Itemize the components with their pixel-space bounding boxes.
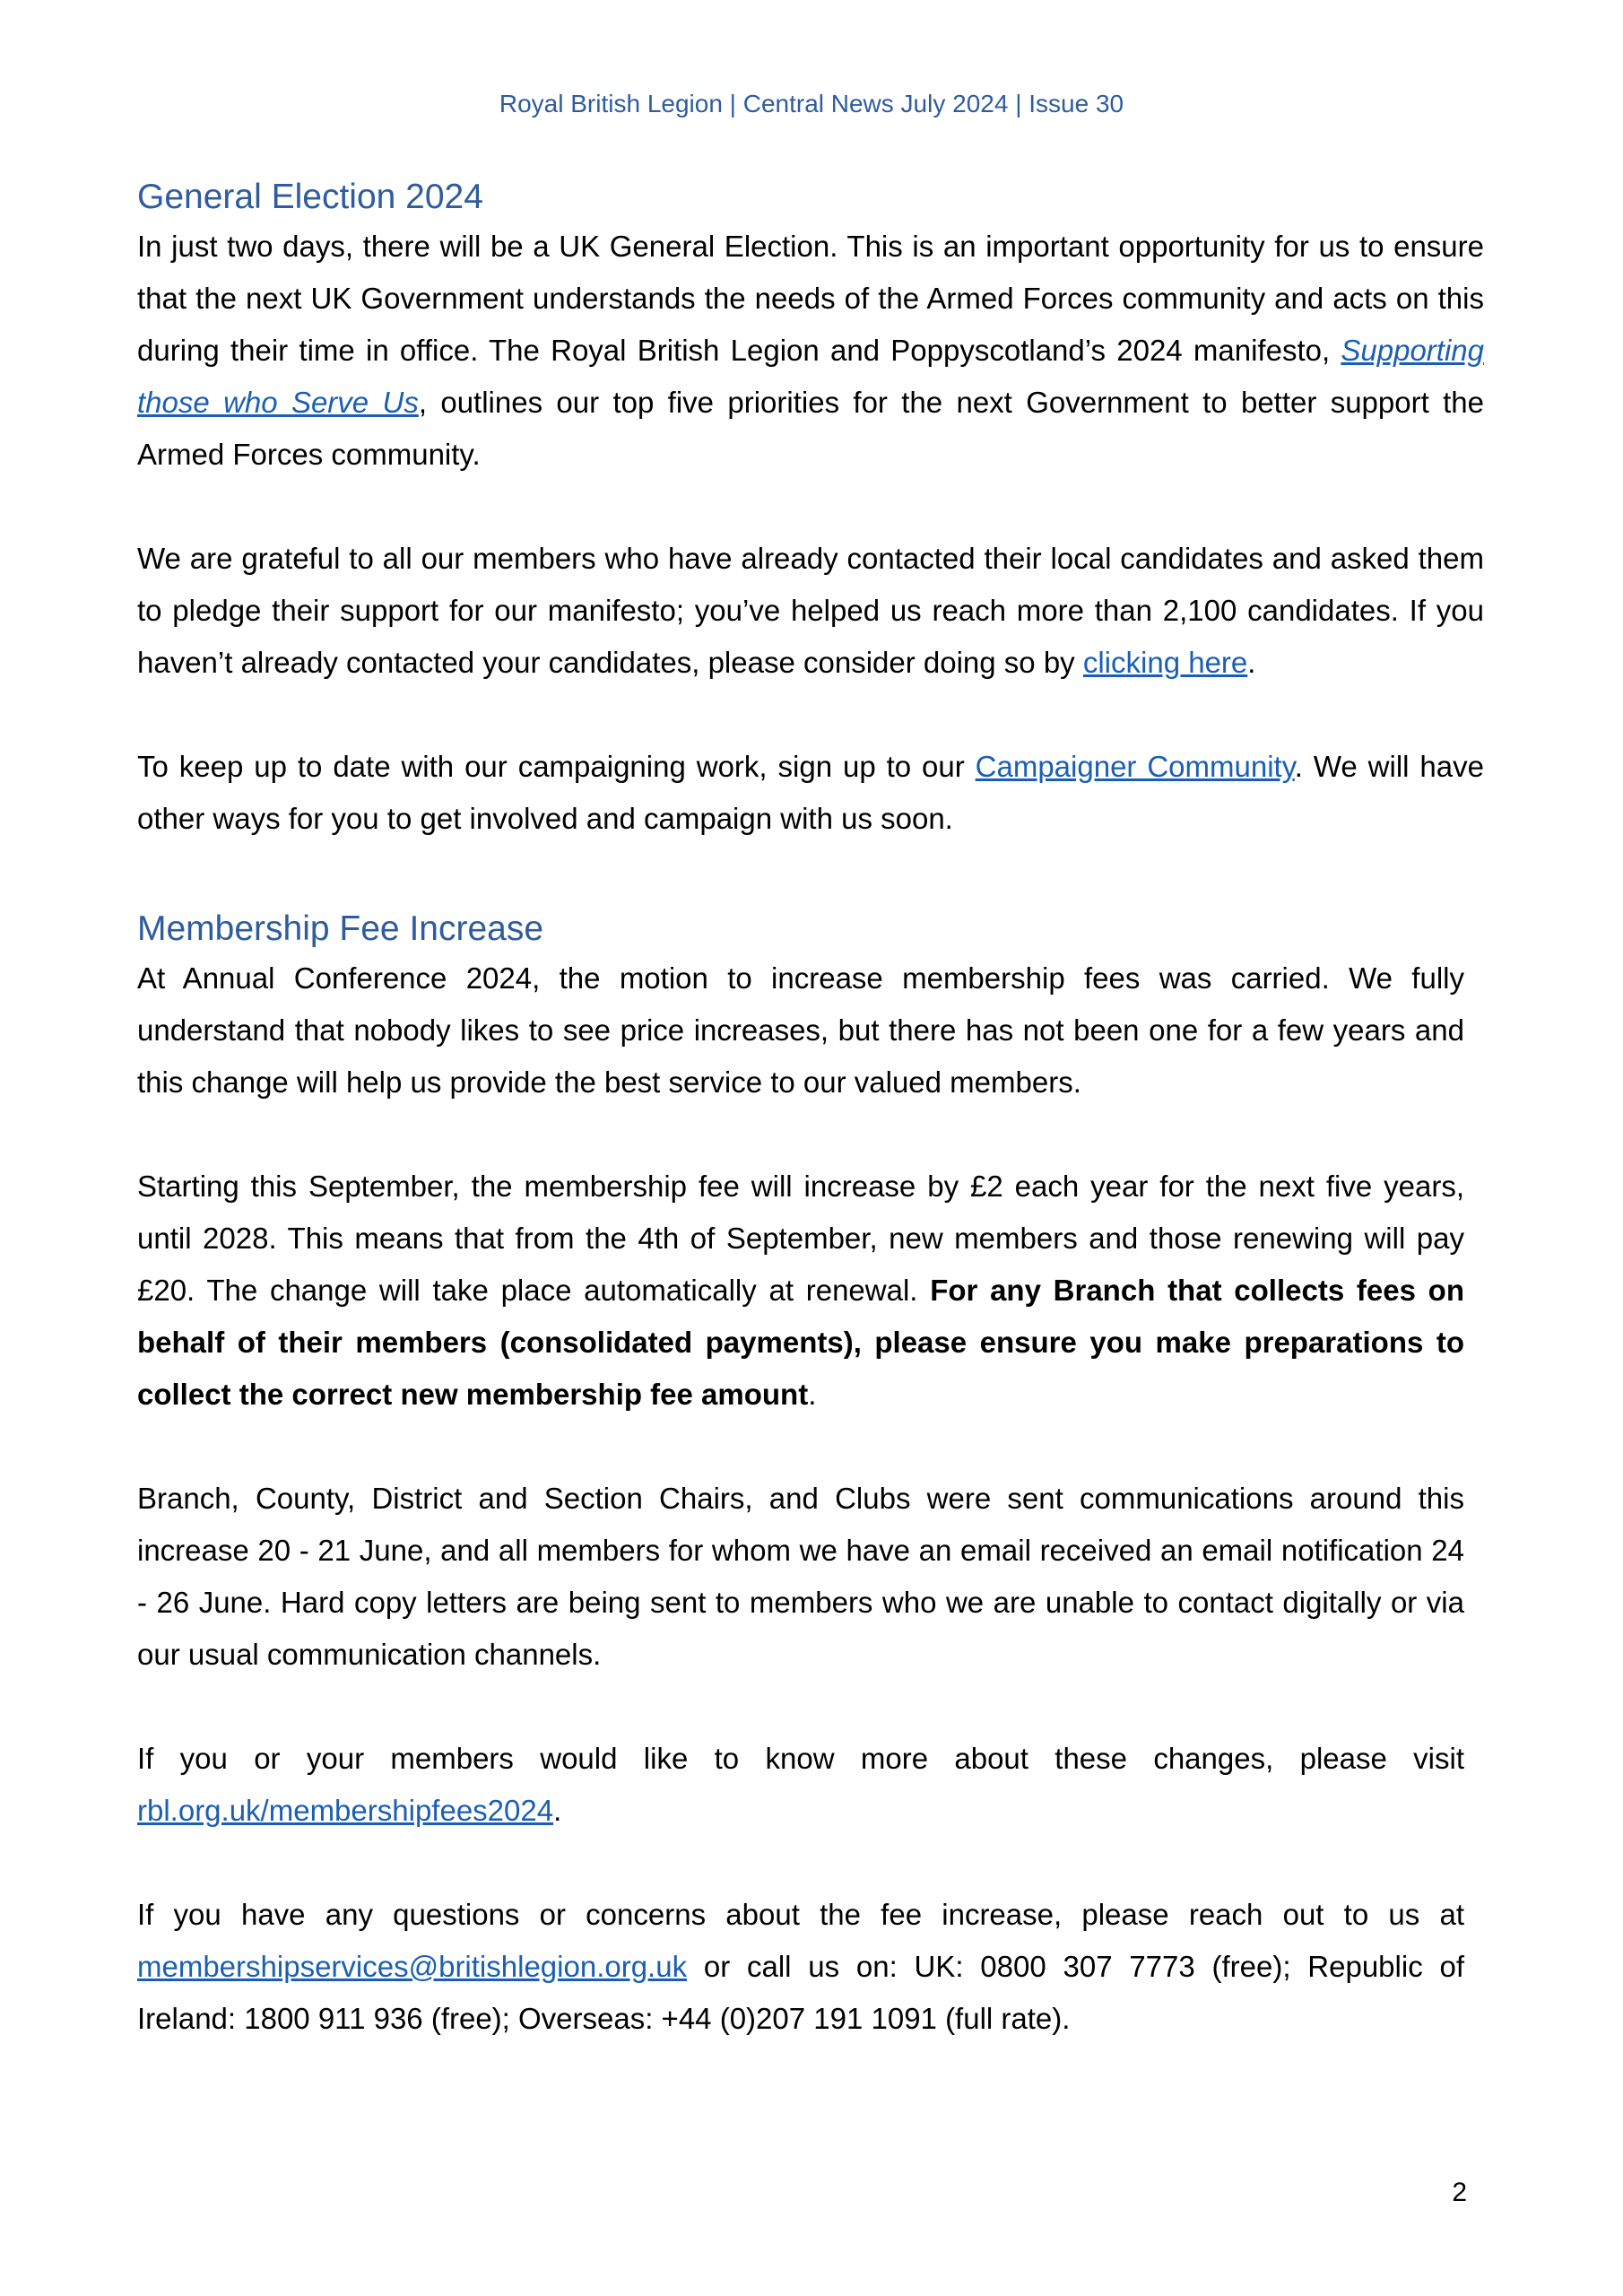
text-span: or call us on: UK: 0800 307 7773 (free); Republic of Ireland: 1800 911 936 (free); Overseas: +44 (0)207 191 1091 (full rate).	[137, 1950, 1464, 2035]
text-span: . We will have other ways for you to get involved and campaign with us soon.	[137, 750, 1484, 835]
section-heading-general-election: General Election 2024	[137, 178, 483, 216]
text-span: Starting this September, the membership fee will increase by £2 each year for the next five years, until 2028. This means that from the 4th of September, new members and those renewing will pay £20. The change will take place automatically at renewal.	[137, 1170, 1464, 1307]
text-span: If you have any questions or concerns about the fee increase, please reach out to us at	[137, 1898, 1464, 1931]
section-heading-membership-fee: Membership Fee Increase	[137, 909, 544, 948]
paragraph-election-intro	[137, 221, 1484, 481]
paragraph-fees-contact	[137, 1889, 1464, 2045]
running-header: Royal British Legion | Central News July 2024 | Issue 30	[499, 90, 1124, 117]
text-span: .	[1247, 646, 1256, 679]
text-span: To keep up to date with our campaigning work, sign up to our	[137, 750, 976, 783]
paragraph-fees-more-info	[137, 1733, 1464, 1837]
section-general-election	[137, 174, 1484, 845]
text-span: .	[808, 1378, 817, 1411]
text-span: If you or your members would like to know more about these changes, please visit	[137, 1742, 1464, 1775]
paragraph-fees-communications: Branch, County, District and Section Chairs, and Clubs were sent communications around this increase 20 - 21 June, and all members for whom we have an email received an email notification 24 - 26 June. Hard copy letters are being sent to members who we are unable to contact digitally or via our usual communication channels.	[137, 1482, 1464, 1671]
membership-services-email-link[interactable]: membershipservices@britishlegion.org.uk	[137, 1950, 688, 1983]
text-span: In just two days, there will be a UK General Election. This is an important opportunity for us to ensure that the next UK Government understands the needs of the Armed Forces community and acts on this during their time in office. The Royal British Legion and Poppyscotland’s 2024 manifesto,	[137, 230, 1484, 367]
text-span: , outlines our top five priorities for the next Government to better support the Armed Forces community.	[137, 386, 1484, 471]
page-content	[137, 174, 1484, 2045]
text-span: We are grateful to all our members who have already contacted their local candidates and asked them to pledge their support for our manifesto; you’ve helped us reach more than 2,100 candidates. If you haven’t already contacted your candidates, please consider doing so by	[137, 542, 1484, 679]
paragraph-fees-schedule	[137, 1161, 1464, 1421]
paragraph-election-campaign	[137, 741, 1484, 845]
paragraph-election-candidates	[137, 533, 1484, 689]
page-number: 2	[1452, 2178, 1467, 2207]
section-membership-fee	[137, 906, 1464, 2045]
membership-fees-link[interactable]: rbl.org.uk/membershipfees2024	[137, 1794, 554, 1827]
campaigner-community-link[interactable]: Campaigner Community	[975, 750, 1295, 783]
manifesto-link-text: Supporting those who Serve Us	[137, 334, 1484, 419]
consolidated-payments-notice: For any Branch that collects fees on behalf of their members (consolidated payments), please ensure you make preparations to collect the correct new membership fee amount	[137, 1274, 1464, 1411]
clicking-here-link[interactable]: clicking here	[1082, 646, 1248, 679]
paragraph-fees-conference: At Annual Conference 2024, the motion to increase membership fees was carried. We fully understand that nobody likes to see price increases, but there has not been one for a few years and this change will help us provide the best service to our valued members.	[137, 961, 1464, 1099]
text-span: .	[553, 1794, 562, 1827]
